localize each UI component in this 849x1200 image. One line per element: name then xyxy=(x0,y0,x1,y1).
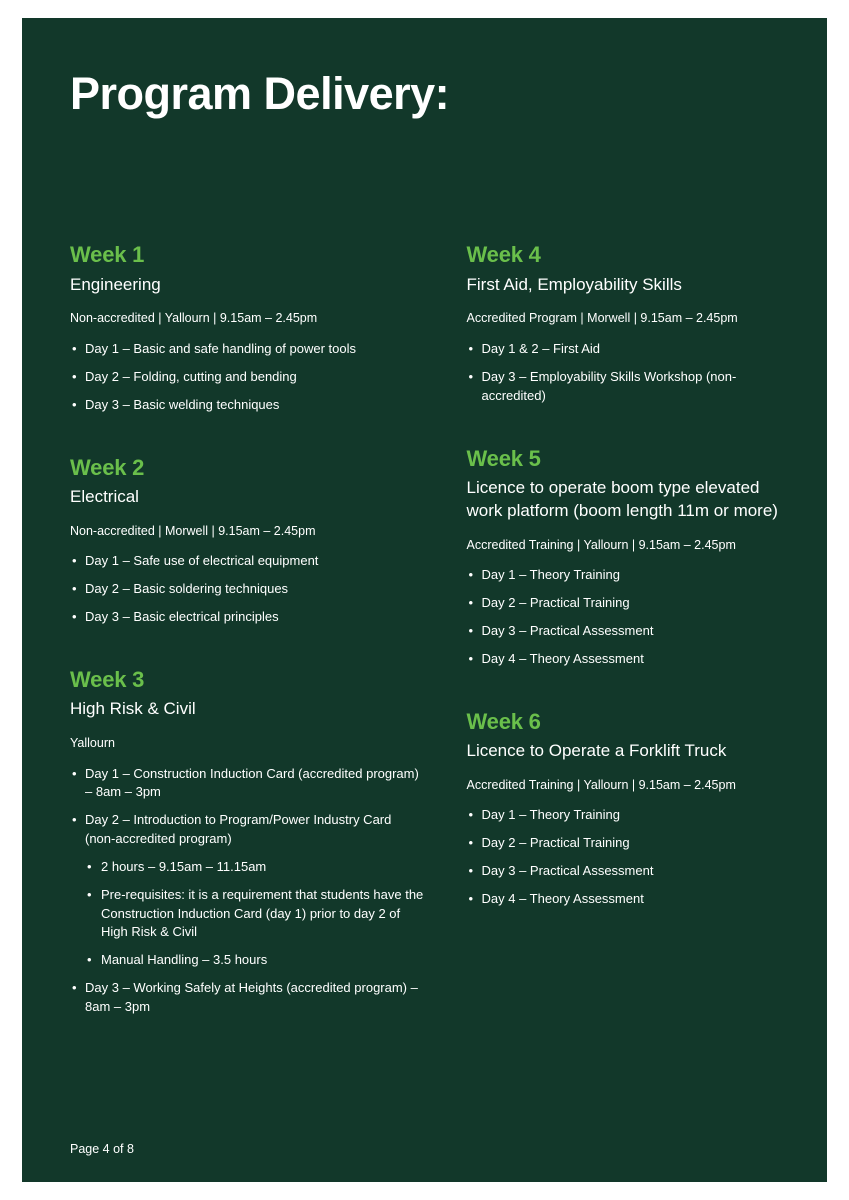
week-meta: Accredited Training | Yallourn | 9.15am – 2.45pm xyxy=(466,537,736,552)
list-item xyxy=(70,811,425,970)
list-item: • Day 4 – Theory Assessment xyxy=(467,890,780,909)
week-block xyxy=(467,446,780,669)
day-list xyxy=(70,340,425,415)
column-right xyxy=(425,242,780,1057)
list-item: • Day 3 – Basic welding techniques xyxy=(70,396,425,415)
column-left xyxy=(70,242,425,1057)
list-item: • Day 2 – Practical Training xyxy=(467,834,780,853)
week-meta: Non-accredited | Yallourn | 9.15am – 2.45pm xyxy=(70,311,318,326)
week-subtitle: First Aid, Employability Skills xyxy=(466,274,682,294)
week-heading: Week 6 xyxy=(466,708,541,734)
week-subtitle: Electrical xyxy=(70,486,139,506)
week-heading: Week 4 xyxy=(466,242,541,268)
week-block xyxy=(70,242,425,414)
day-list xyxy=(467,340,780,406)
sub-day-list xyxy=(85,858,425,970)
week-subtitle: High Risk & Civil xyxy=(70,699,196,719)
list-item: • Day 2 – Basic soldering techniques xyxy=(70,580,425,599)
week-subtitle: Licence to operate boom type elevated work platform (boom length 11m or more) xyxy=(466,477,778,520)
day-list xyxy=(70,765,425,1017)
list-item: • Day 3 – Working Safely at Heights (accredited program) – 8am – 3pm xyxy=(70,979,425,1017)
page-title: Program Delivery: xyxy=(70,68,450,119)
list-item: • Day 3 – Practical Assessment xyxy=(467,862,780,881)
list-item: • Day 1 – Safe use of electrical equipment xyxy=(70,552,425,571)
week-block xyxy=(70,455,425,627)
list-item: • Pre-requisites: it is a requirement that students have the Construction Induction Card (day 1) prior to day 2 of High Risk & Civil xyxy=(85,886,425,943)
list-item: • Day 3 – Employability Skills Workshop (non-accredited) xyxy=(467,368,780,406)
week-meta: Accredited Program | Morwell | 9.15am – 2.45pm xyxy=(466,311,738,326)
content-columns xyxy=(70,242,779,1057)
day-list xyxy=(467,806,780,908)
week-heading: Week 2 xyxy=(70,454,145,480)
list-item: • Day 1 – Theory Training xyxy=(467,566,780,585)
week-block xyxy=(467,709,780,909)
list-item: • Day 1 & 2 – First Aid xyxy=(467,340,780,359)
day-list xyxy=(70,552,425,627)
page-number: Page 4 of 8 xyxy=(70,1142,134,1156)
week-block xyxy=(70,667,425,1017)
week-heading: Week 5 xyxy=(466,445,541,471)
list-item: • Day 1 – Basic and safe handling of power tools xyxy=(70,340,425,359)
list-item: • Day 3 – Basic electrical principles xyxy=(70,608,425,627)
list-item: • Day 2 – Practical Training xyxy=(467,594,780,613)
week-heading: Week 3 xyxy=(70,666,145,692)
week-meta: Accredited Training | Yallourn | 9.15am – 2.45pm xyxy=(466,777,736,792)
document-sheet xyxy=(22,18,827,1182)
week-subtitle: Licence to Operate a Forklift Truck xyxy=(466,740,727,760)
list-item-text: Day 2 – Introduction to Program/Power Industry Card (non-accredited program) xyxy=(85,812,392,847)
list-item: • Day 1 – Construction Induction Card (accredited program) – 8am – 3pm xyxy=(70,765,425,803)
week-meta: Non-accredited | Morwell | 9.15am – 2.45pm xyxy=(70,523,316,538)
list-item: • Manual Handling – 3.5 hours xyxy=(85,951,425,970)
week-meta: Yallourn xyxy=(70,736,115,751)
day-list xyxy=(467,566,780,668)
list-item: • Day 4 – Theory Assessment xyxy=(467,650,780,669)
list-item: • Day 3 – Practical Assessment xyxy=(467,622,780,641)
week-block xyxy=(467,242,780,405)
week-heading: Week 1 xyxy=(70,242,145,268)
week-subtitle: Engineering xyxy=(70,274,161,294)
list-item: • Day 2 – Folding, cutting and bending xyxy=(70,368,425,387)
list-item: • Day 1 – Theory Training xyxy=(467,806,780,825)
list-item: • 2 hours – 9.15am – 11.15am xyxy=(85,858,425,877)
